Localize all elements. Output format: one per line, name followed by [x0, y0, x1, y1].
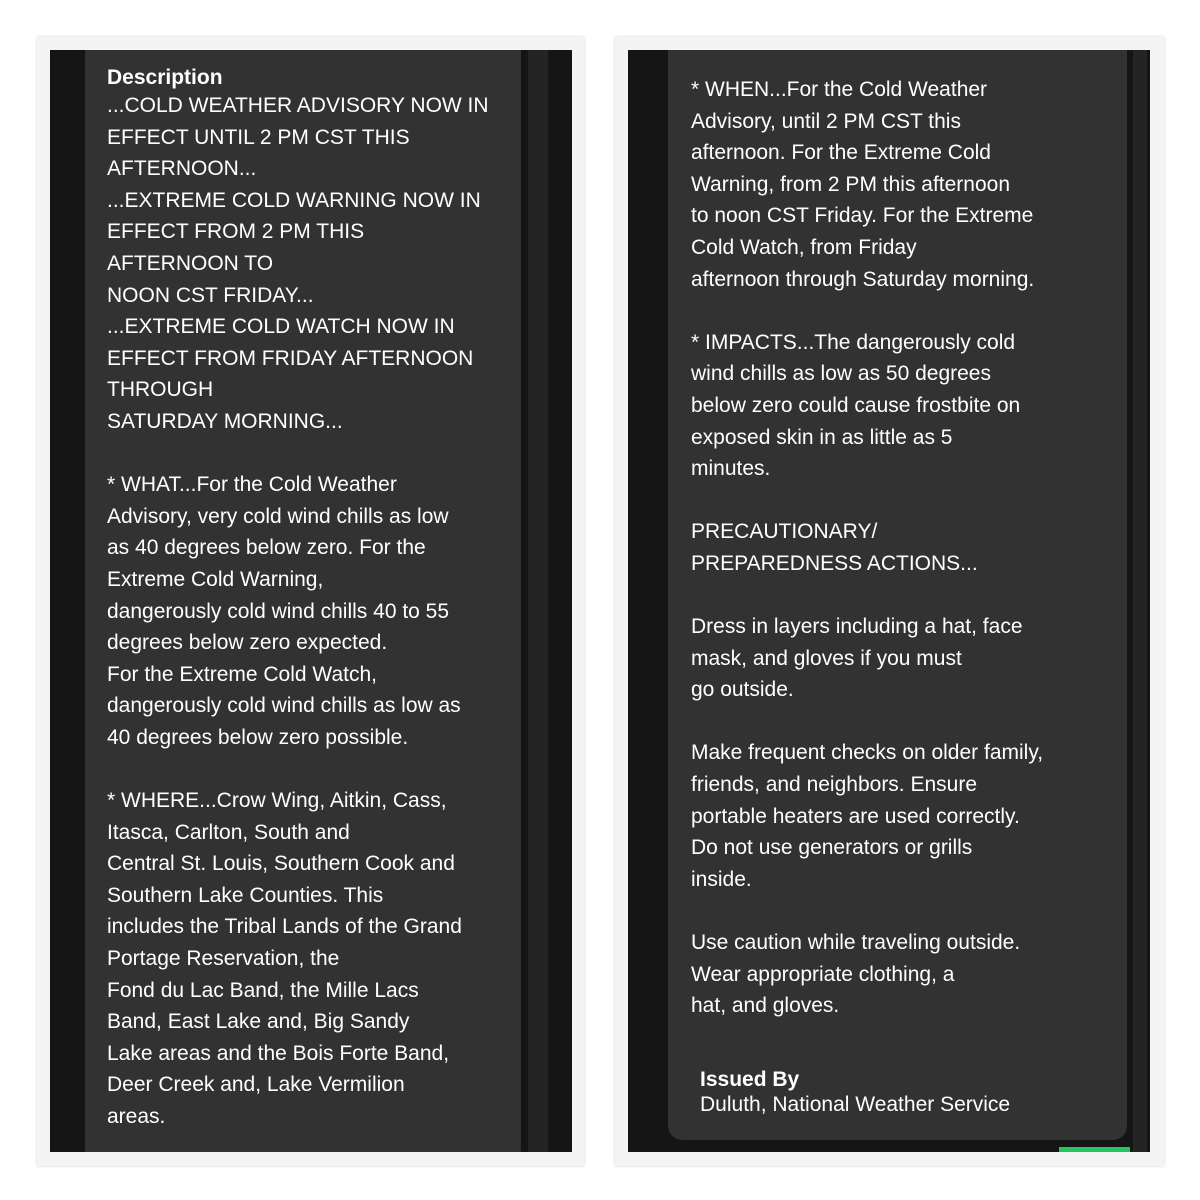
alert-details-text: * WHEN...For the Cold Weather Advisory, until 2 PM CST this afternoon. For the Extreme Cold Warning, from 2 PM this afternoon to noon CST Friday. For the Extreme Cold Watch, from Friday afternoon through Saturday morning. * IMPACTS...The dangerously cold wind chills as low as 50 degrees below zero could cause frostbite on exposed skin in as little as 5 minutes. PRECAUTIONARY/ PREPAREDNESS ACTIONS... Dress in layers including a hat, face mask, and gloves if you must go outside. Make frequent checks on older family, friends, and neighbors. Ensure portable heaters are used correctly. Do not use generators or grills inside. Use caution while traveling outside. Wear appropriate clothing, a hat, and gloves. — [691, 78, 1044, 1018]
description-text: ...COLD WEATHER ADVISORY NOW IN EFFECT UNTIL 2 PM CST THIS AFTERNOON... ...EXTREME COLD WARNING NOW IN EFFECT FROM 2 PM THIS AFTERNOON TO NOON CST FRIDAY... ...EXTREME COLD WATCH NOW IN EFFECT FROM FRIDAY AFTERNOON THROUGH SATURDAY MORNING... * WHAT...For the Cold Weather Advisory, very cold wind chills as low as 40 degrees below zero. For the Extreme Cold Warning, dangerously cold wind chills 40 to 55 degrees below zero expected. For the Extreme Cold Watch, dangerously cold wind chills as low as 40 degrees below zero possible. * WHERE...Crow Wing, Aitkin, Cass, Itasca, Carlton, South and Central St. Louis, Southern Cook and Southern Lake Counties. This includes the Tribal Lands of the Grand Portage Reservation, the Fond du Lac Band, the Mille Lacs Band, East Lake and, Big Sandy Lake areas and the Bois Forte Band, Deer Creek and, Lake Vermilion areas. — [107, 94, 489, 1128]
description-heading: Description — [107, 66, 223, 89]
issued-by-value: Duluth, National Weather Service — [700, 1093, 1011, 1116]
issued-by-heading: Issued By — [700, 1068, 800, 1091]
tab-bar-indicator — [1059, 1147, 1130, 1152]
scrollbar-track[interactable] — [1133, 50, 1147, 1152]
scrollbar-track[interactable] — [528, 50, 548, 1152]
